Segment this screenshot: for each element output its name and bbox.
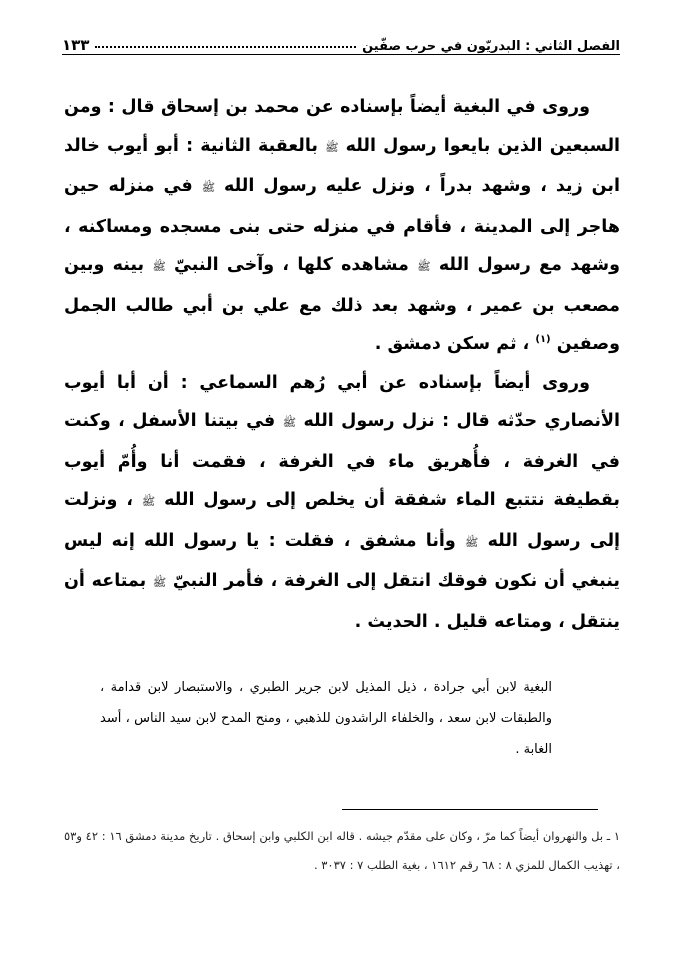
text-segment: وروى في البغية أيضاً بإسناده عن محمد بن إسحاق قال : ومن السبعين الذين بايعوا رسول الله bbox=[64, 97, 621, 156]
text-segment: بينه وبين مصعب بن عمير ، وشهد بعد ذلك مع علي بن أبي طالب الجمل وصفين bbox=[64, 255, 620, 354]
paragraph-1 bbox=[64, 88, 620, 364]
text-segment: في منزله حين هاجر إلى المدينة ، فأقام في منزله حتى بنى مسجده ومساكنه ، وشهد مع رسول الله bbox=[64, 176, 621, 275]
text-segment: وأنا مشفق ، فقلت : يا رسول الله إنه ليس ينبغي أن نكون فوقك انتقل إلى الغرفة ، فأمر النبيّ bbox=[64, 530, 620, 591]
salawat-glyph: ﷺ bbox=[417, 260, 431, 273]
salawat-glyph: ﷺ bbox=[325, 140, 339, 154]
chapter-title: الفصل الثاني : البدريّون في حرب صفّين bbox=[362, 39, 620, 54]
text-segment: بمتاعه أن ينتقل ، ومتاعه قليل . الحديث . bbox=[64, 571, 620, 632]
text-segment: ، ثم سكن دمشق . bbox=[374, 334, 530, 354]
salawat-glyph: ﷺ bbox=[152, 576, 167, 589]
salawat-glyph: ﷺ bbox=[141, 495, 156, 508]
text-segment: بالعقبة الثانية : أبو أيوب خالد ابن زيد ، وشهد بدراً ، ونزل عليه رسول الله bbox=[64, 135, 621, 196]
text-segment: مشاهده كلها ، وآخى النبيّ bbox=[174, 255, 409, 275]
salawat-glyph: ﷺ bbox=[465, 535, 479, 549]
main-text bbox=[64, 88, 620, 641]
footnote: ١ ـ بل والنهروان أيضاً كما مرّ ، وكان على مقدّم جيشه . قاله ابن الكلبي وابن إسحاق . تاريخ مدينة دمشق ١٦ : ٤٢ و٥٣ ، تهذيب الكمال للمزي ٨ : ٦٨ رقم ١٦١٢ ، بغية الطلب ٧ : ٣٠٣٧ . bbox=[64, 829, 621, 872]
salawat-glyph: ﷺ bbox=[201, 181, 216, 194]
sources-list: البغية لابن أبي جرادة ، ذيل المذيل لابن جرير الطبري ، والاستبصار لابن قدامة ، والطبقات لابن سعد ، والخلفاء الراشدون للذهبي ، ومنح المدح لابن سيد الناس ، أسد الغابة . bbox=[100, 680, 552, 757]
text-segment: ، ونزلت إلى رسول الله bbox=[64, 490, 621, 551]
paragraph-2 bbox=[64, 364, 620, 642]
text-segment: وروى أيضاً بإسناده عن أبي رُهم السماعي : أن أبا أيوب الأنصاري حدّثه قال : نزل رسول الله bbox=[64, 372, 621, 431]
footnote-reference[interactable]: (١) bbox=[535, 334, 551, 346]
salawat-glyph: ﷺ bbox=[282, 416, 296, 429]
page-number: ١٣٣ bbox=[62, 36, 90, 54]
text-segment: في بيتنا الأسفل ، وكنت في الغرفة ، فأُهريق ماء في الغرفة ، فقمت أنا وأُمّ أيوب بقطيفة نتتبع الماء شفقة أن يخلص إلى رسول الله bbox=[64, 411, 621, 510]
running-header bbox=[62, 30, 620, 55]
salawat-glyph: ﷺ bbox=[152, 260, 166, 273]
footnote-separator bbox=[342, 809, 598, 810]
header-leader-dots bbox=[95, 46, 356, 48]
